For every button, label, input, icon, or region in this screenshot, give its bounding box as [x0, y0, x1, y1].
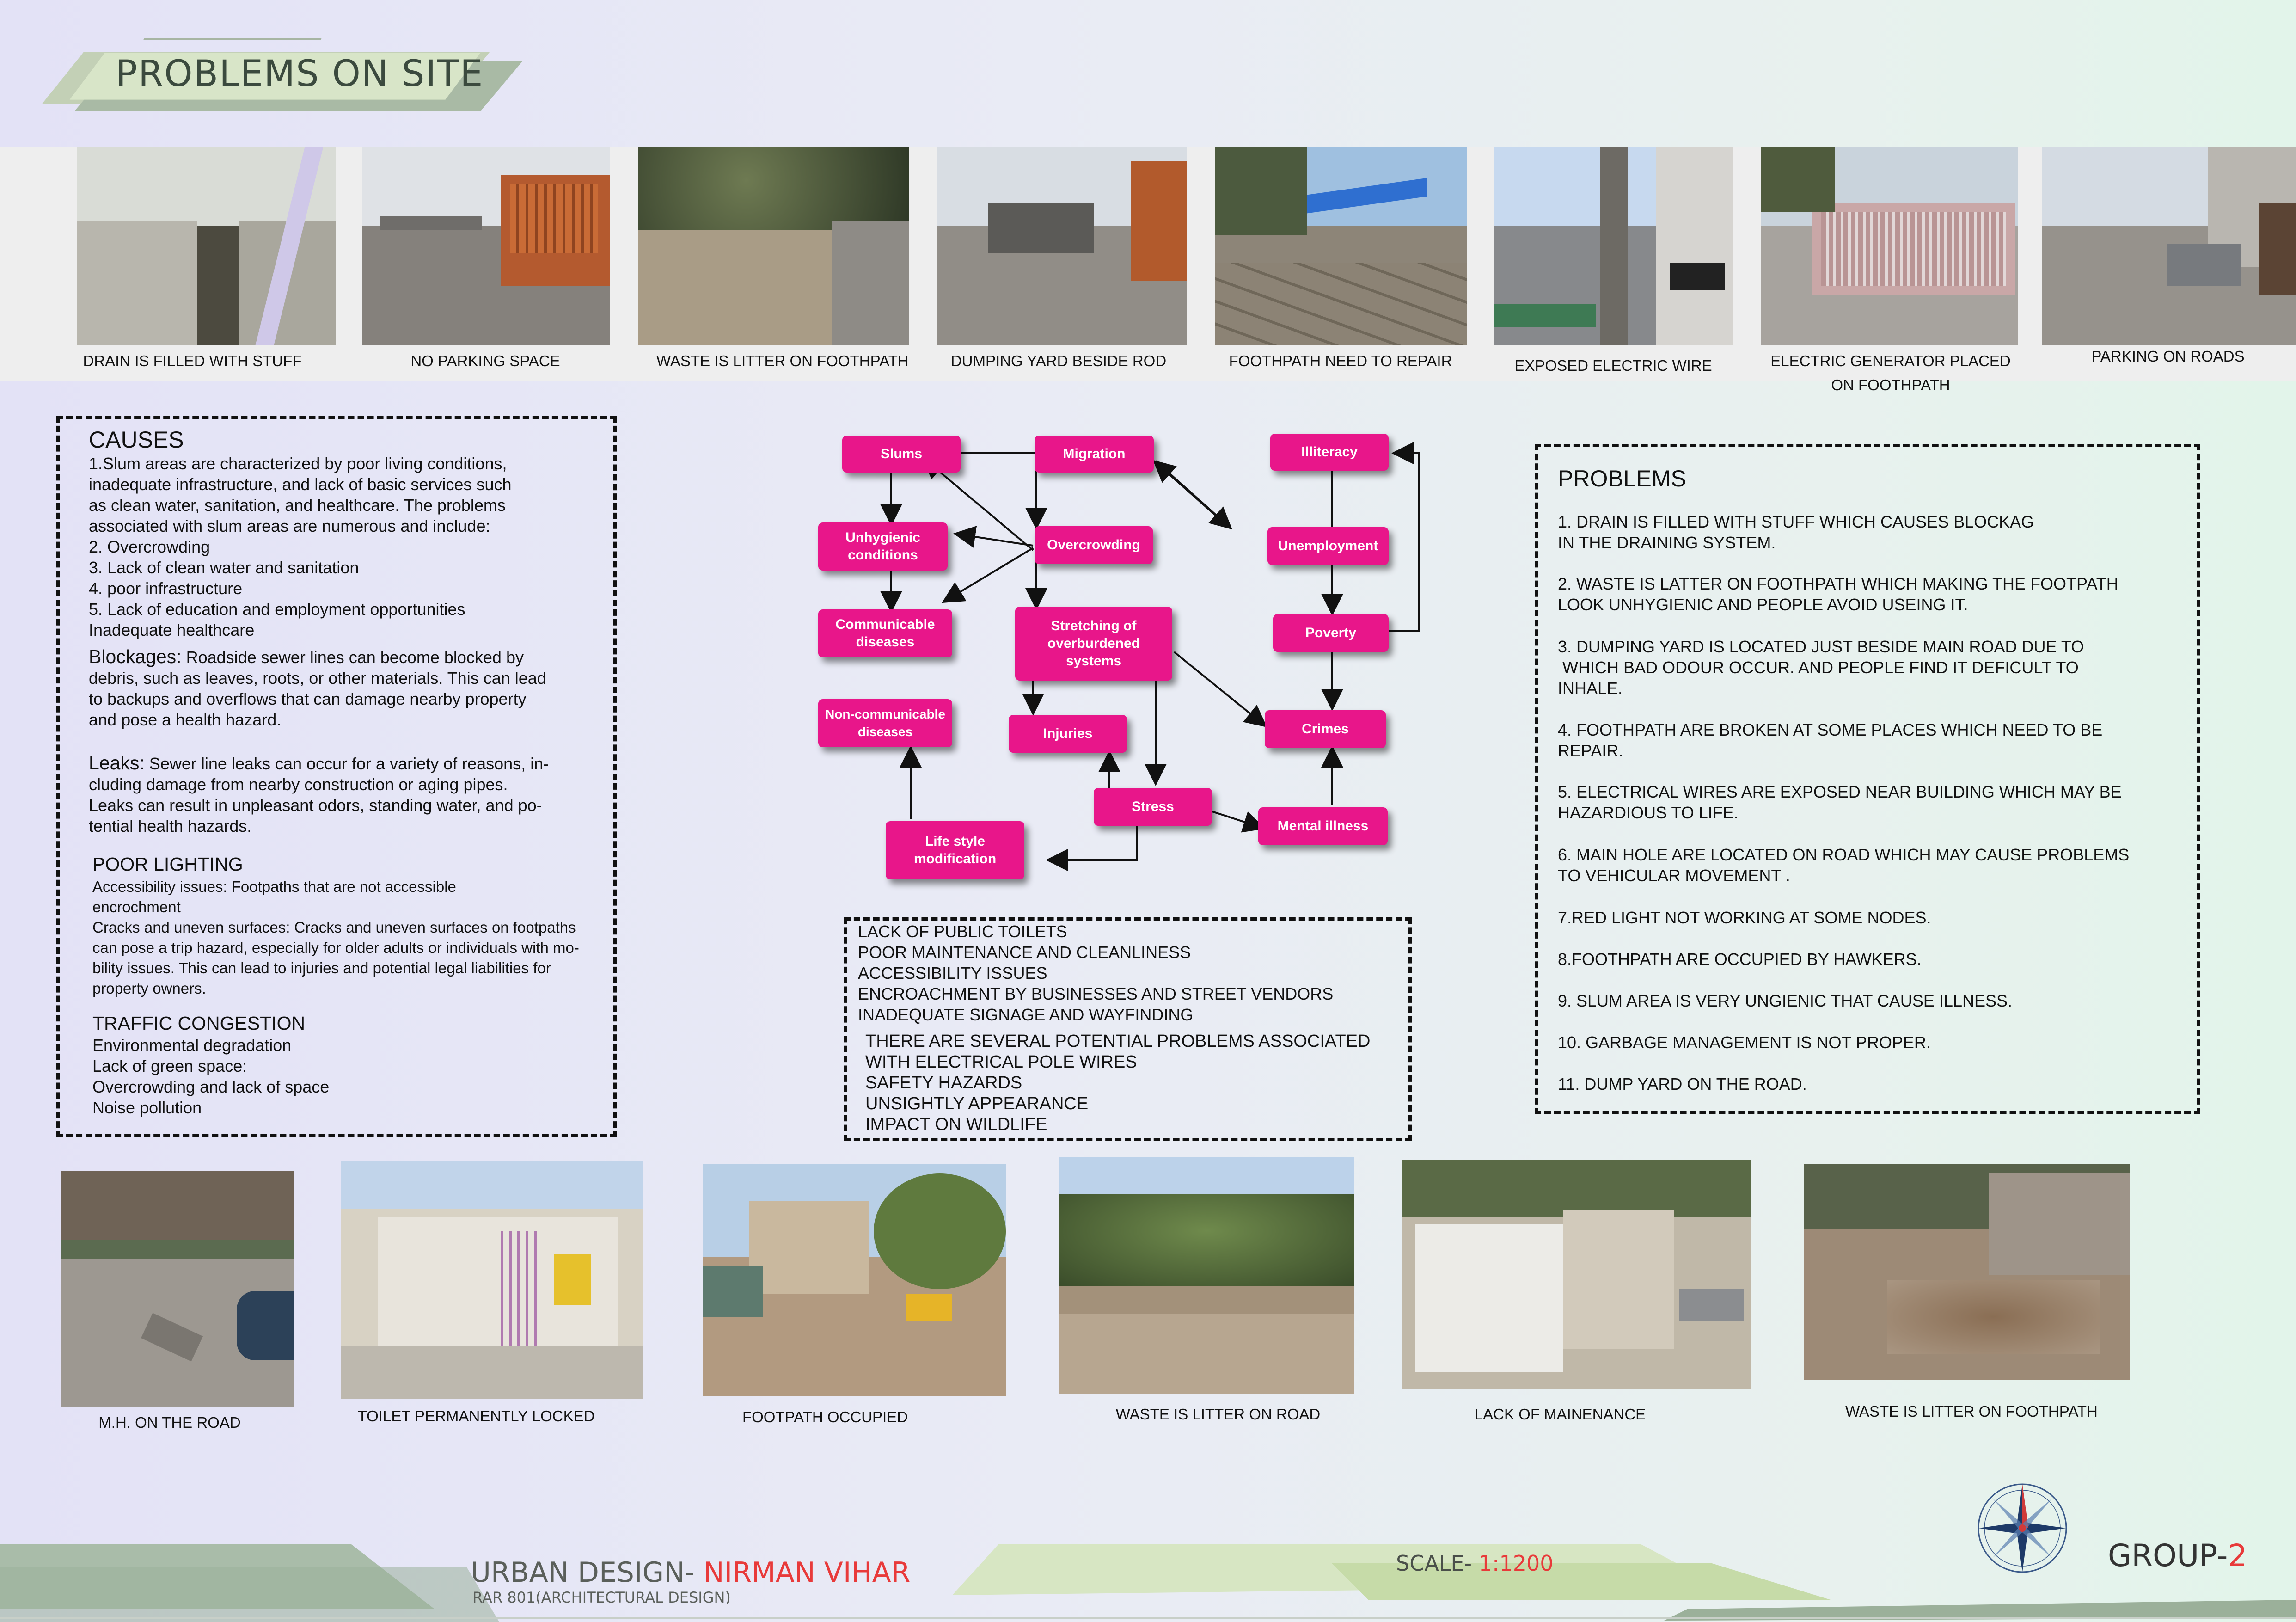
problem-8: 8.FOOTHPATH ARE OCCUPIED BY HAWKERS.: [1558, 950, 1922, 969]
photo-dumping-yard: [937, 147, 1187, 345]
top-caption-5: FOOTHPATH NEED TO REPAIR: [1229, 352, 1452, 369]
photo-waste-footpath: [638, 147, 909, 345]
bottom-caption-4: WASTE IS LITTER ON ROAD: [1115, 1406, 1321, 1423]
footer-group: [2108, 1538, 2247, 1573]
problem-3: 3. DUMPING YARD IS LOCATED JUST BESIDE MAIN ROAD DUE TO WHICH BAD ODOUR OCCUR. AND PEOPLE FIND IT DEFICULT TO INHALE.: [1558, 637, 2084, 698]
problem-6: 6. MAIN HOLE ARE LOCATED ON ROAD WHICH MAY CAUSE PROBLEMS TO VEHICULAR MOVEMENT .: [1558, 845, 2130, 885]
causes-blockages: [89, 646, 546, 730]
poor-lighting-text: Accessibility issues: Footpaths that are not accessible encrochment Cracks and uneven surfaces: Cracks and uneven surfaces on footpaths can pose a trip hazard, especially for older adults or individuals with mo- bility issues. This can lead to injuries and potential legal liabilities for property owners.: [92, 878, 579, 997]
bottom-caption-5: LACK OF MAINENANCE: [1474, 1406, 1646, 1423]
photo-lack-maintenance: [1402, 1160, 1751, 1389]
top-caption-2: NO PARKING SPACE: [410, 352, 560, 369]
node-overcrowding: Overcrowding: [1035, 526, 1153, 564]
poor-lighting-heading: POOR LIGHTING: [92, 854, 243, 875]
photo-footpath-occupied: [703, 1164, 1006, 1396]
node-mental-illness: Mental illness: [1258, 807, 1388, 845]
traffic-heading: TRAFFIC CONGESTION: [92, 1013, 306, 1034]
blockages-label: Blockages:: [89, 646, 182, 667]
mid-issues-list: LACK OF PUBLIC TOILETS POOR MAINTENANCE AND CLEANLINESS ACCESSIBILITY ISSUES ENCROACHMENT BY BUSINESSES AND STREET VENDORS INADEQUATE SIGNAGE AND WAYFINDING: [858, 922, 1334, 1024]
photo-toilet: [341, 1161, 643, 1399]
footer-band: [0, 1540, 2296, 1622]
photo-footpath-repair: [1215, 147, 1467, 345]
problem-9: 9. SLUM AREA IS VERY UNGIENIC THAT CAUSE ILLNESS.: [1558, 991, 2013, 1010]
photo-manhole: [61, 1171, 294, 1407]
bottom-caption-3: FOOTPATH OCCUPIED: [742, 1408, 908, 1425]
photo-parking: [362, 147, 610, 345]
photo-waste-road: [1059, 1157, 1354, 1394]
node-crimes: Crimes: [1265, 710, 1386, 748]
pole-wires-text: THERE ARE SEVERAL POTENTIAL PROBLEMS ASSOCIATED WITH ELECTRICAL POLE WIRES SAFETY HAZARDS UNSIGHTLY APPEARANCE IMPACT ON WILDLIFE: [865, 1032, 1371, 1134]
photo-parking-roads: [2042, 147, 2296, 345]
node-communicable: Communicable diseases: [818, 609, 952, 657]
blockages-text: Roadside sewer lines can become blocked by debris, such as leaves, roots, or other materials. This can lead to backups and overflows that can damage nearby property and pose a health hazard.: [89, 648, 546, 729]
footer-scale-label: SCALE-: [1396, 1551, 1479, 1576]
top-caption-3: WASTE IS LITTER ON FOOTHPATH: [656, 352, 909, 369]
problem-1: 1. DRAIN IS FILLED WITH STUFF WHICH CAUSES BLOCKAG IN THE DRAINING SYSTEM.: [1558, 512, 2034, 552]
node-stress: Stress: [1094, 788, 1212, 826]
node-unhygienic: Unhygienic conditions: [818, 522, 948, 571]
node-illiteracy: Illiteracy: [1270, 434, 1389, 471]
causes-leaks: [89, 753, 549, 836]
top-caption-6: EXPOSED ELECTRIC WIRE: [1514, 357, 1712, 374]
photo-generator: [1761, 147, 2018, 345]
node-stretching: Stretching of overburdened systems: [1015, 607, 1172, 681]
photo-electric-wire: [1494, 147, 1733, 345]
node-migration: Migration: [1035, 436, 1154, 473]
footer-scale: [1396, 1551, 1554, 1576]
footer-project-name: NIRMAN VIHAR: [703, 1556, 911, 1589]
page-title: PROBLEMS ON SITE: [116, 53, 484, 95]
problem-7: 7.RED LIGHT NOT WORKING AT SOME NODES.: [1558, 908, 1931, 927]
node-noncommunicable: Non-communicable diseases: [818, 699, 952, 747]
leaks-text: Sewer line leaks can occur for a variety of reasons, in- cluding damage from nearby construction or aging pipes. Leaks can result in unpleasant odors, standing water, and po- tential health hazards.: [89, 754, 549, 836]
footer-course: RAR 801(ARCHITECTURAL DESIGN): [472, 1589, 731, 1606]
footer-group-number: 2: [2228, 1538, 2247, 1573]
top-caption-4: DUMPING YARD BESIDE ROD: [950, 352, 1167, 369]
traffic-text: Environmental degradation Lack of green space: Overcrowding and lack of space Noise pollution: [92, 1036, 330, 1117]
node-injuries: Injuries: [1009, 715, 1127, 753]
node-slums: Slums: [842, 436, 961, 473]
bottom-caption-6: WASTE IS LITTER ON FOOTHPATH: [1845, 1403, 2098, 1420]
photo-drain: [77, 147, 336, 345]
problem-2: 2. WASTE IS LATTER ON FOOTHPATH WHICH MAKING THE FOOTPATH LOOK UNHYGIENIC AND PEOPLE AVOID USEING IT.: [1558, 574, 2118, 614]
top-caption-7b: ON FOOTHPATH: [1831, 376, 1950, 393]
leaks-label: Leaks:: [89, 752, 145, 774]
footer-group-label: GROUP-: [2108, 1538, 2228, 1573]
bottom-caption-2: TOILET PERMANENTLY LOCKED: [357, 1407, 595, 1425]
node-lifestyle: Life style modification: [886, 821, 1024, 879]
footer-project: [471, 1556, 910, 1589]
footer-project-prefix: URBAN DESIGN-: [471, 1556, 704, 1589]
problem-5: 5. ELECTRICAL WIRES ARE EXPOSED NEAR BUILDING WHICH MAY BE HAZARDIOUS TO LIFE.: [1558, 782, 2122, 822]
photo-waste-footpath-2: [1804, 1164, 2130, 1380]
problem-10: 10. GARBAGE MANAGEMENT IS NOT PROPER.: [1558, 1033, 1931, 1052]
causes-intro: 1.Slum areas are characterized by poor living conditions, inadequate infrastructure, and lack of basic services such as clean water, sanitation, and healthcare. The problems associated with slum areas are numerous and include: 2. Overcrowding 3. Lack of clean water and sanitation 4. poor infrastructure 5. Lack of education and employment opportunities Inadequate healthcare: [89, 454, 512, 639]
top-caption-7a: ELECTRIC GENERATOR PLACED: [1770, 352, 2011, 369]
causes-heading: CAUSES: [89, 427, 184, 453]
compass-rose-icon: [1974, 1480, 2071, 1577]
footer-scale-value: 1:1200: [1478, 1551, 1554, 1576]
top-caption-1: DRAIN IS FILLED WITH STUFF: [83, 352, 302, 369]
node-poverty: Poverty: [1273, 614, 1389, 652]
problem-11: 11. DUMP YARD ON THE ROAD.: [1558, 1075, 1807, 1094]
problems-heading: PROBLEMS: [1558, 466, 1686, 492]
top-caption-8: PARKING ON ROADS: [2091, 348, 2245, 365]
node-unemployment: Unemployment: [1267, 527, 1389, 565]
bottom-caption-1: M.H. ON THE ROAD: [98, 1414, 241, 1431]
problem-4: 4. FOOTHPATH ARE BROKEN AT SOME PLACES WHICH NEED TO BE REPAIR.: [1558, 720, 2103, 760]
